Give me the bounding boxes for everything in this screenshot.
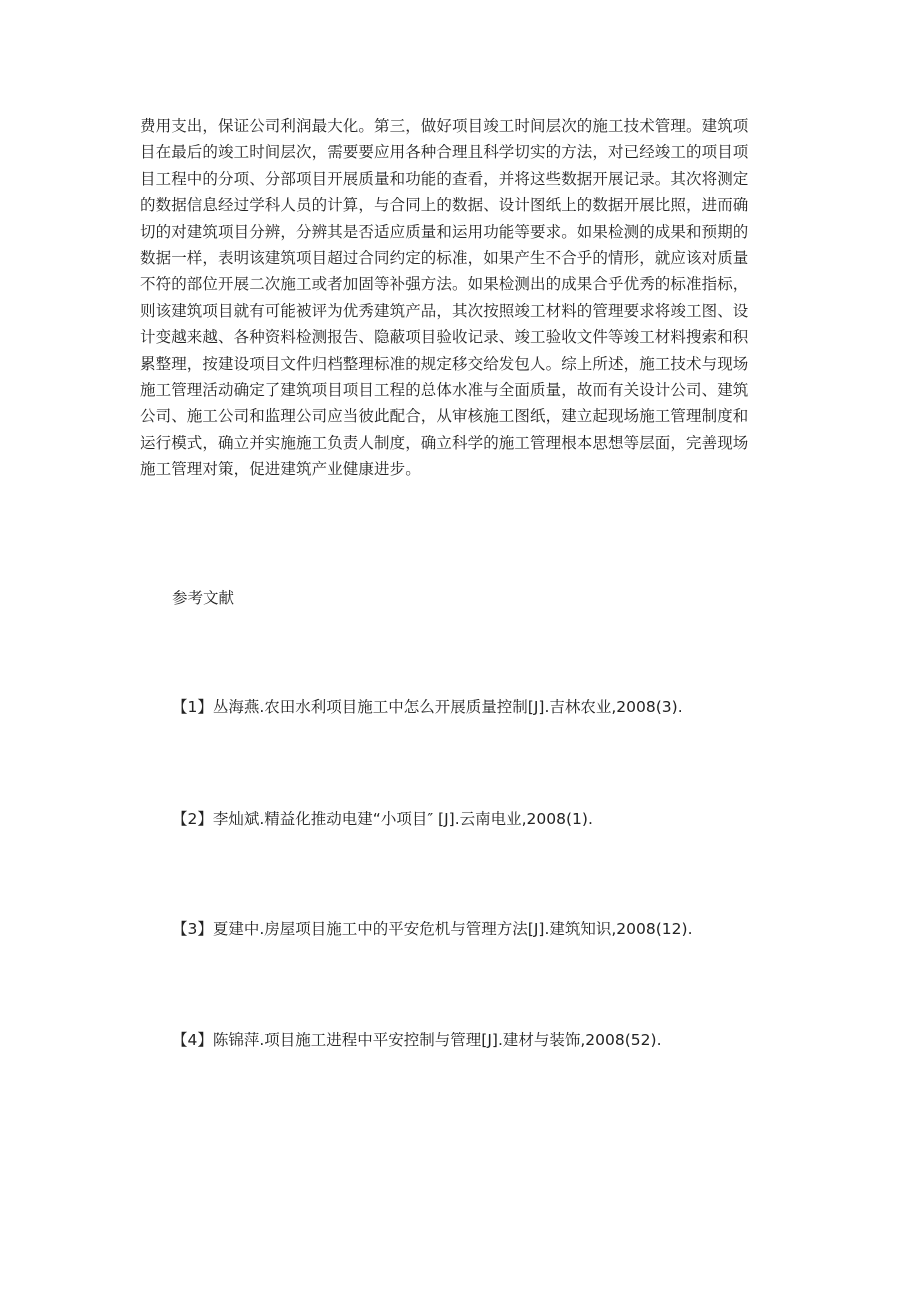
reference-item-3: 【3】夏建中.房屋项目施工中的平安危机与管理方法[J].建筑知识,2008(12). bbox=[172, 920, 693, 938]
body-line: 目工程中的分项、分部项目开展质量和功能的查看，并将这些数据开展记录。其次将测定 bbox=[140, 169, 749, 188]
body-paragraph bbox=[140, 113, 790, 482]
body-line: 不符的部位开展二次施工或者加固等补强方法。如果检测出的成果合乎优秀的标准指标， bbox=[140, 275, 749, 294]
body-line: 目在最后的竣工时间层次，需要要应用各种合理且科学切实的方法，对已经竣工的项目项 bbox=[140, 143, 749, 162]
body-line: 公司、施工公司和监理公司应当彼此配合，从审核施工图纸，建立起现场施工管理制度和 bbox=[140, 407, 749, 426]
body-line: 施工管理活动确定了建筑项目项目工程的总体水准与全面质量，故而有关设计公司、建筑 bbox=[140, 380, 749, 399]
body-line: 切的对建筑项目分辨，分辨其是否适应质量和运用功能等要求。如果检测的成果和预期的 bbox=[140, 222, 749, 241]
body-line: 运行模式，确立并实施施工负责人制度，确立科学的施工管理根本思想等层面，完善现场 bbox=[140, 433, 749, 452]
reference-item-2: 【2】李灿斌.精益化推动电建“小项目″ [J].云南电业,2008(1). bbox=[172, 810, 593, 828]
body-line: 数据一样，表明该建筑项目超过合同约定的标准，如果产生不合乎的情形，就应该对质量 bbox=[140, 248, 749, 267]
body-line: 累整理，按建设项目文件归档整理标准的规定移交给发包人。综上所述，施工技术与现场 bbox=[140, 354, 749, 373]
reference-item-1: 【1】丛海燕.农田水利项目施工中怎么开展质量控制[J].吉林农业,2008(3). bbox=[172, 698, 683, 716]
body-line: 的数据信息经过学科人员的计算，与合同上的数据、设计图纸上的数据开展比照，进而确 bbox=[140, 196, 749, 215]
body-line: 费用支出，保证公司利润最大化。第三，做好项目竣工时间层次的施工技术管理。建筑项 bbox=[140, 117, 749, 135]
body-line: 施工管理对策，促进建筑产业健康进步。 bbox=[140, 460, 421, 479]
body-line: 则该建筑项目就有可能被评为优秀建筑产品，其次按照竣工材料的管理要求将竣工图、设 bbox=[140, 301, 749, 320]
body-line: 计变越来越、各种资料检测报告、隐蔽项目验收记录、竣工验收文件等竣工材料搜索和积 bbox=[140, 328, 749, 347]
references-heading: 参考文献 bbox=[172, 589, 235, 607]
reference-item-4: 【4】陈锦萍.项目施工进程中平安控制与管理[J].建材与装饰,2008(52). bbox=[172, 1031, 662, 1049]
